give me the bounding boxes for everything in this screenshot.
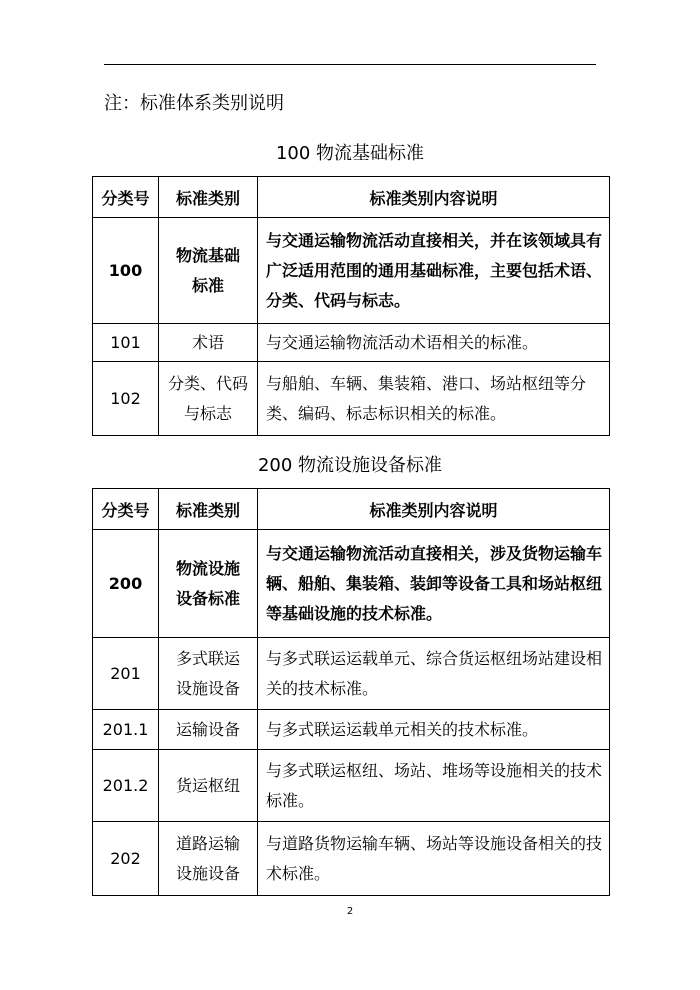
row-description: 与多式联运枢纽、场站、堆场等设施相关的技术标准。	[258, 750, 610, 822]
row-description: 与交通运输物流活动直接相关，并在该领域具有广泛适用范围的通用基础标准，主要包括术语、分类、代码与标志。	[258, 218, 610, 324]
category-line: 道路运输	[175, 833, 240, 853]
standards-table-100	[92, 176, 610, 436]
header-code: 分类号	[93, 489, 159, 530]
category-line: 术语	[191, 332, 224, 352]
section-title-200: 200 物流设施设备标准	[257, 455, 443, 476]
row-code: 201	[93, 638, 159, 710]
category-line: 货运枢纽	[175, 775, 240, 795]
table-row	[93, 530, 610, 638]
header-category: 标准类别	[159, 489, 258, 530]
row-description: 与多式联运运载单元、综合货运枢纽场站建设相关的技术标准。	[258, 638, 610, 710]
row-code: 100	[93, 218, 159, 324]
table-row	[93, 638, 610, 710]
row-code: 202	[93, 822, 159, 896]
row-code: 200	[93, 530, 159, 638]
table-row	[93, 218, 610, 324]
row-code: 101	[93, 324, 159, 362]
header-description: 标准类别内容说明	[258, 177, 610, 218]
table-row	[93, 750, 610, 822]
category-line: 运输设备	[175, 719, 240, 739]
row-category	[159, 218, 258, 324]
row-category	[159, 822, 258, 896]
page-number: 2	[346, 906, 354, 917]
row-category	[159, 638, 258, 710]
header-code: 分类号	[93, 177, 159, 218]
category-line: 标准	[191, 275, 224, 295]
row-code: 201.2	[93, 750, 159, 822]
category-line: 分类、代码	[167, 373, 248, 393]
row-description: 与船舶、车辆、集装箱、港口、场站枢纽等分类、编码、标志标识相关的标准。	[258, 362, 610, 436]
standards-table-200	[92, 488, 610, 896]
row-category	[159, 530, 258, 638]
table-row	[93, 324, 610, 362]
header-description: 标准类别内容说明	[258, 489, 610, 530]
category-line: 与标志	[183, 403, 232, 423]
row-code: 201.1	[93, 710, 159, 750]
category-line: 物流基础	[175, 245, 240, 265]
row-category	[159, 324, 258, 362]
row-category	[159, 750, 258, 822]
row-description: 与交通运输物流活动直接相关，涉及货物运输车辆、船舶、集装箱、装卸等设备工具和场站枢纽等基础设施的技术标准。	[258, 530, 610, 638]
header-rule	[104, 64, 596, 65]
row-description: 与道路货物运输车辆、场站等设施设备相关的技术标准。	[258, 822, 610, 896]
category-line: 设施设备	[175, 863, 240, 883]
row-category	[159, 362, 258, 436]
row-code: 102	[93, 362, 159, 436]
row-description: 与多式联运运载单元相关的技术标准。	[258, 710, 610, 750]
category-line: 设备标准	[175, 588, 240, 608]
table-row	[93, 822, 610, 896]
category-line: 多式联运	[175, 648, 240, 668]
category-line: 物流设施	[175, 558, 240, 578]
header-category: 标准类别	[159, 177, 258, 218]
category-line: 设施设备	[175, 678, 240, 698]
table-header-row	[93, 489, 610, 530]
section-title-100: 100 物流基础标准	[275, 143, 425, 164]
table-row	[93, 362, 610, 436]
row-description: 与交通运输物流活动术语相关的标准。	[258, 324, 610, 362]
note-heading: 注：标准体系类别说明	[104, 93, 284, 114]
row-category	[159, 710, 258, 750]
table-row	[93, 710, 610, 750]
table-header-row	[93, 177, 610, 218]
